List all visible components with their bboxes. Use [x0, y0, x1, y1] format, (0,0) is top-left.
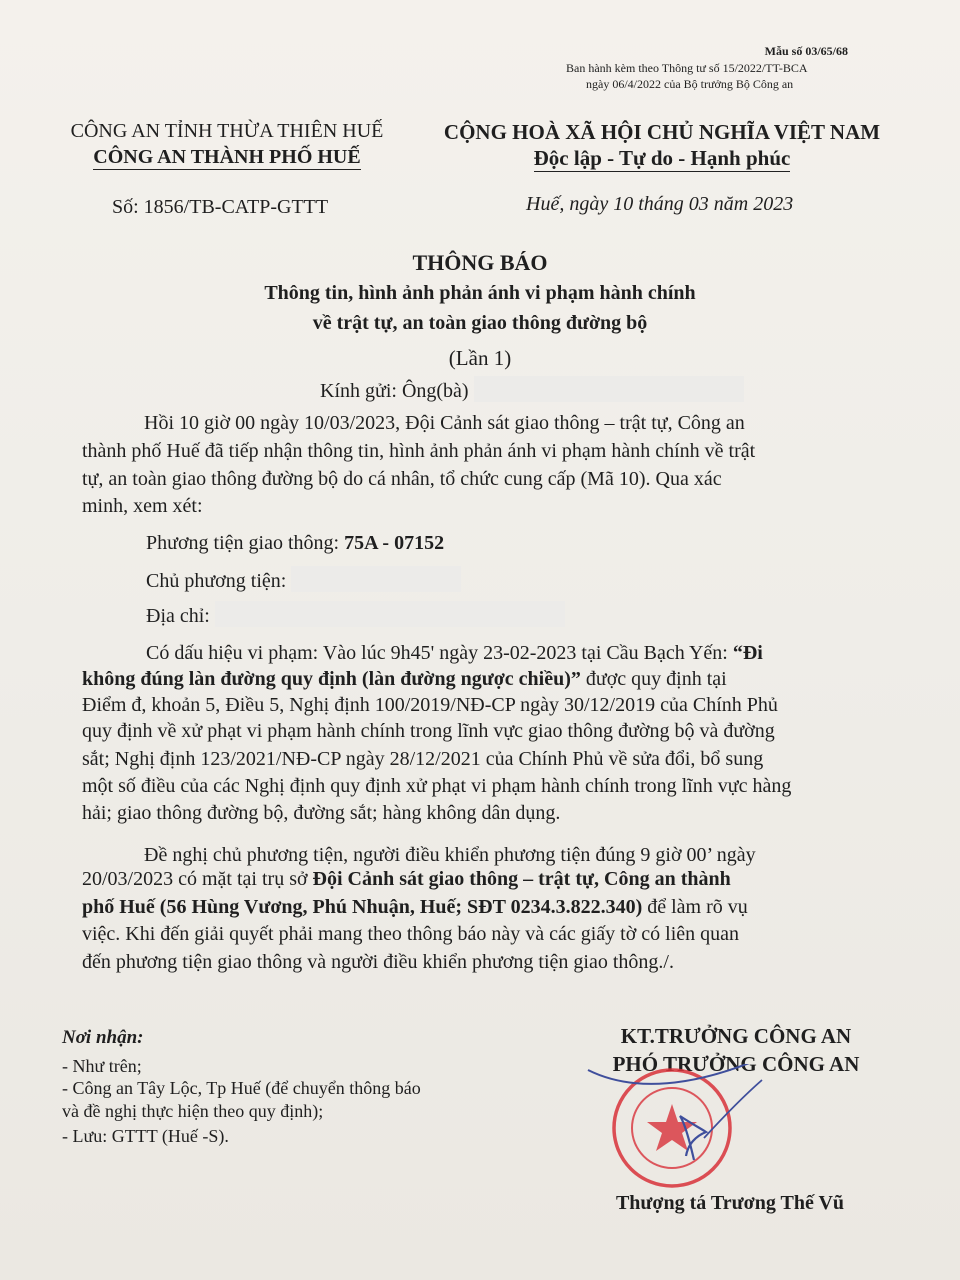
receiver-item: - Công an Tây Lộc, Tp Huế (để chuyển thông báo [62, 1078, 421, 1098]
receiver-item: - Lưu: GTTT (Huế -S). [62, 1126, 229, 1146]
document-subtitle-1: Thông tin, hình ảnh phản ánh vi phạm hành chính [264, 282, 696, 304]
national-title: CỘNG HOÀ XÃ HỘI CHỦ NGHĨA VIỆT NAM [443, 120, 881, 144]
receivers-title: Nơi nhận: [62, 1027, 144, 1048]
body-line: thành phố Huế đã tiếp nhận thông tin, hình ảnh phản ánh vi phạm hành chính về trật [82, 440, 756, 462]
receiver-item: - Như trên; [62, 1056, 142, 1076]
signer-name: Thượng tá Trương Thế Vũ [615, 1192, 845, 1214]
official-seal-icon [576, 1064, 766, 1194]
body-line: Có dấu hiệu vi phạm: Vào lúc 9h45' ngày 23-02-2023 tại Cầu Bạch Yến: “Đi [146, 642, 763, 664]
document-subtitle-2: về trật tự, an toàn giao thông đường bộ [312, 312, 648, 334]
body-line: Hồi 10 giờ 00 ngày 10/03/2023, Đội Cảnh sát giao thông – trật tự, Công an [144, 412, 745, 434]
national-motto: Độc lập - Tự do - Hạnh phúc [533, 146, 791, 170]
signature-title-2: PHÓ TRƯỞNG CÔNG AN [612, 1052, 860, 1076]
place-and-date: Huế, ngày 10 tháng 03 năm 2023 [526, 193, 794, 215]
body-line: không đúng làn đường quy định (làn đường ngược chiều)” được quy định tại [82, 668, 727, 690]
body-line: một số điều của các Nghị định quy định xử phạt vi phạm hành chính trong lĩnh vực hàng [82, 775, 792, 797]
body-line: minh, xem xét: [82, 495, 203, 517]
owner-line: Chủ phương tiện: [146, 566, 461, 596]
issued-date-line: ngày 06/4/2022 của Bộ trưởng Bộ Công an [586, 77, 794, 91]
form-number: Mẫu số 03/65/68 [764, 44, 848, 58]
body-line: sắt; Nghị định 123/2021/NĐ-CP ngày 28/12/2021 của Chính Phủ về sửa đổi, bổ sung [82, 748, 764, 770]
vehicle-line: Phương tiện giao thông: 75A - 07152 [146, 532, 445, 554]
vehicle-plate: 75A - 07152 [344, 532, 445, 554]
body-line: việc. Khi đến giải quyết phải mang theo thông báo này và các giấy tờ có liên quan [82, 923, 740, 945]
body-line: tự, an toàn giao thông đường bộ do cá nhân, tổ chức cung cấp (Mã 10). Qua xác [82, 468, 722, 490]
parent-org: CÔNG AN TỈNH THỪA THIÊN HUẾ [70, 120, 384, 142]
body-line: Điểm đ, khoản 5, Điều 5, Nghị định 100/2019/NĐ-CP ngày 30/12/2019 của Chính Phủ [82, 694, 778, 716]
issued-by-line: Ban hành kèm theo Thông tư số 15/2022/TT-BCA [566, 61, 808, 75]
notice-times: (Lần 1) [448, 346, 512, 370]
recipient-line: Kính gửi: Ông(bà) [320, 376, 744, 403]
address-line: Địa chỉ: [146, 601, 565, 631]
issuing-unit: CÔNG AN THÀNH PHỐ HUẾ [93, 146, 361, 168]
redacted-address [215, 601, 565, 627]
document-title: THÔNG BÁO [412, 250, 548, 275]
body-line: hải; giao thông đường bộ, đường sắt; hàng không dân dụng. [82, 802, 561, 824]
body-line: quy định về xử phạt vi phạm hành chính trong lĩnh vực giao thông đường bộ và đường [82, 720, 775, 742]
redacted-name [474, 376, 744, 402]
signature-title-1: KT.TRƯỞNG CÔNG AN [620, 1024, 852, 1048]
document-number: Số: 1856/TB-CATP-GTTT [112, 196, 329, 218]
body-line: đến phương tiện giao thông và người điều khiển phương tiện giao thông./. [82, 951, 674, 973]
body-line: phố Huế (56 Hùng Vương, Phú Nhuận, Huế; SĐT 0234.3.822.340) để làm rõ vụ [82, 896, 748, 918]
receiver-item: và đề nghị thực hiện theo quy định); [62, 1101, 324, 1121]
body-line: Đề nghị chủ phương tiện, người điều khiển phương tiện đúng 9 giờ 00’ ngày [144, 844, 756, 866]
redacted-owner [291, 566, 461, 592]
body-line: 20/03/2023 có mặt tại trụ sở Đội Cảnh sát giao thông – trật tự, Công an thành [82, 868, 731, 890]
